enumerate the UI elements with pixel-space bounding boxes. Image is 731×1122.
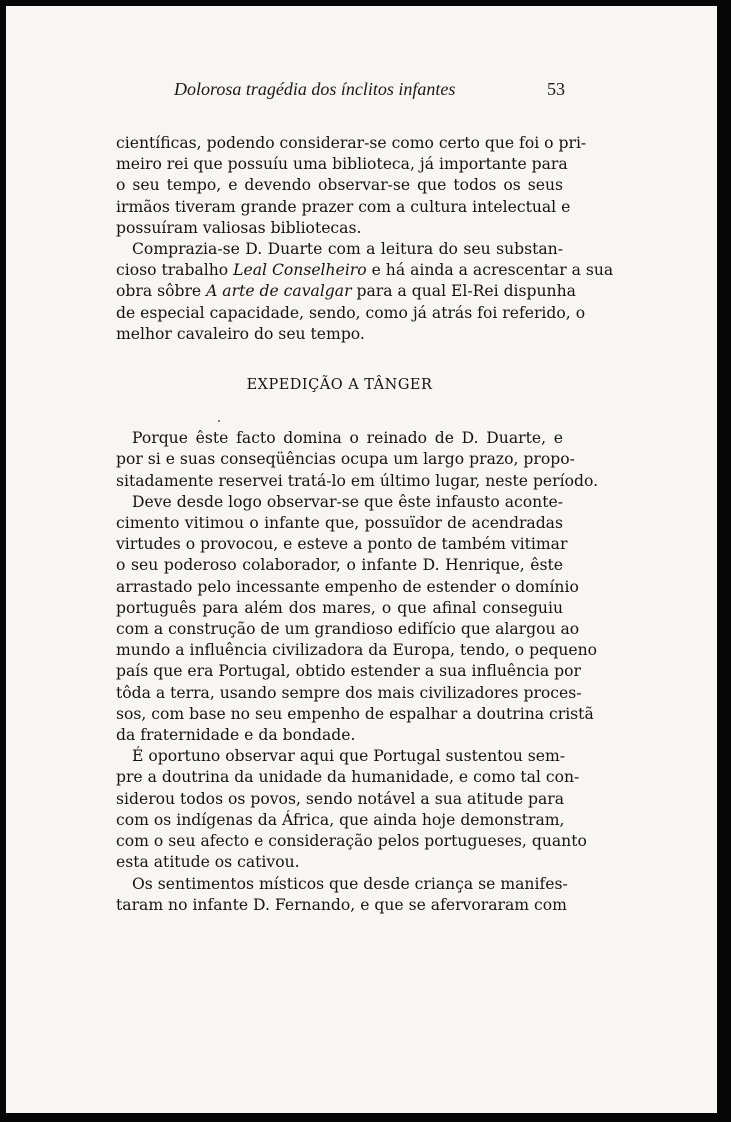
text-line: país que era Portugal, obtido estender a sua influência por — [116, 662, 582, 681]
text-line: com o seu afecto e consideração pelos portugueses, quanto — [116, 832, 587, 851]
text-line: Porque êste facto domina o reinado de D. Duarte, e — [132, 429, 563, 448]
text-line: com a construção de um grandioso edifício que alargou ao — [116, 620, 580, 639]
paragraph-1 — [116, 133, 587, 239]
book-title-arte-de-cavalgar: A arte de cavalgar — [206, 282, 352, 301]
text-line: meiro rei que possuíu uma biblioteca, já importante para — [116, 155, 568, 174]
text-line: sos, com base no seu empenho de espalhar a doutrina cristã — [116, 704, 594, 723]
text-line: por si e suas conseqüências ocupa um largo prazo, propo- — [116, 450, 575, 469]
text-fragment: obra sôbre — [116, 282, 207, 301]
paragraph-6 — [116, 874, 568, 916]
text-line — [116, 281, 576, 302]
page-number: 53 — [547, 79, 565, 99]
text-line: pre a doutrina da unidade da humanidade, e como tal con- — [116, 768, 580, 787]
text-fragment: e há ainda a acrescentar a sua — [366, 261, 614, 280]
section-heading: EXPEDIÇÃO A TÂNGER — [246, 377, 433, 394]
paragraph-5 — [116, 746, 587, 873]
text-line: mundo a influência civilizadora da Europa, tendo, o pequeno — [116, 641, 598, 660]
text-line: siderou todos os povos, sendo notável a sua atitude para — [116, 789, 565, 808]
text-line: Os sentimentos místicos que desde criança se manifes- — [132, 874, 568, 893]
text-line: virtudes o provocou, e esteve a ponto de também vitimar — [116, 535, 568, 554]
text-line: científicas, podendo considerar-se como certo que foi o pri- — [116, 134, 587, 152]
text-line: o seu tempo, e devendo observar-se que todos os seus — [116, 176, 563, 195]
text-line: de especial capacidade, sendo, como já atrás foi referido, o — [116, 303, 586, 322]
text-fragment: para a qual El-Rei dispunha — [351, 282, 576, 301]
text-line: Deve desde logo observar-se que êste infausto aconte- — [132, 492, 563, 511]
paragraph-2 — [116, 239, 614, 345]
paragraph-3 — [116, 428, 599, 492]
book-page — [6, 6, 717, 1113]
separator-dot — [218, 420, 220, 422]
text-line: com os indígenas da África, que ainda hoje demonstram, — [116, 810, 565, 829]
text-line: o seu poderoso colaborador, o infante D. Henrique, êste — [116, 556, 563, 575]
text-line: português para além dos mares, o que afinal conseguiu — [116, 598, 563, 617]
text-line: da fraternidade e da bondade. — [116, 726, 356, 745]
text-line — [116, 260, 614, 281]
text-line: sitadamente reservei tratá-lo em último lugar, neste período. — [116, 471, 599, 490]
text-line: possuíram valiosas bibliotecas. — [116, 218, 362, 237]
text-line: tôda a terra, usando sempre dos mais civilizadores proces- — [116, 683, 582, 702]
text-line: arrastado pelo incessante empenho de estender o domínio — [116, 577, 579, 596]
text-line: Comprazia-se D. Duarte com a leitura do seu substan- — [132, 240, 563, 259]
text-fragment: cioso trabalho — [116, 261, 234, 280]
text-line: esta atitude os cativou. — [116, 853, 300, 872]
text-line: irmãos tiveram grande prazer com a cultura intelectual e — [116, 197, 571, 216]
paragraph-4 — [116, 492, 598, 746]
text-line: melhor cavaleiro do seu tempo. — [116, 324, 365, 343]
text-line: taram no infante D. Fernando, e que se afervoraram com — [116, 895, 567, 914]
running-title: Dolorosa tragédia dos ínclitos infantes — [174, 79, 456, 99]
running-header — [6, 79, 717, 111]
book-title-leal-conselheiro: Leal Conselheiro — [233, 261, 367, 280]
text-line: É oportuno observar aqui que Portugal sustentou sem- — [132, 747, 566, 766]
text-line: cimento vitimou o infante que, possuïdor de acendradas — [116, 514, 563, 533]
body-text — [116, 133, 614, 916]
